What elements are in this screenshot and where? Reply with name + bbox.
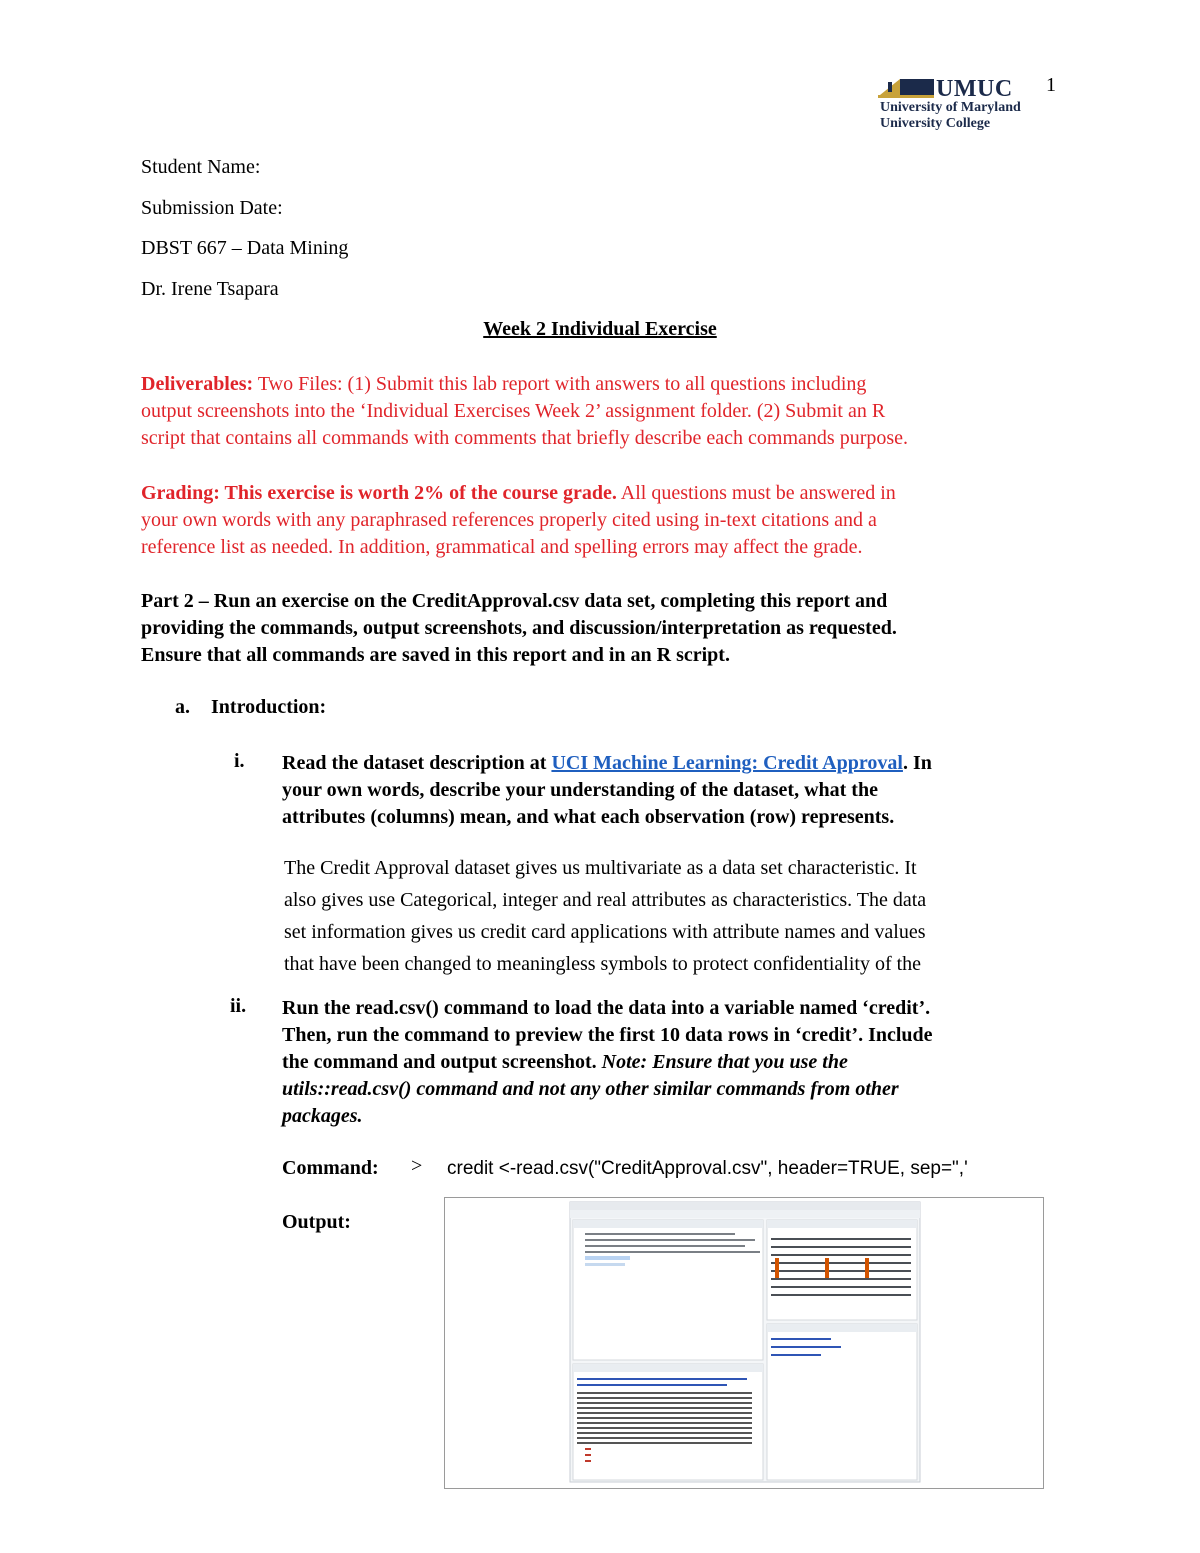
item-ii-line3: the command and output screenshot.	[282, 1051, 602, 1073]
deliverables-label: Deliverables:	[141, 373, 254, 395]
item-i-answer	[284, 852, 1064, 980]
item-ii-line2: Then, run the command to preview the first 10 data rows in ‘credit’. Include	[282, 1024, 933, 1046]
item-ii-line1: Run the read.csv() command to load the data into a variable named ‘credit’.	[282, 997, 931, 1019]
output-label: Output:	[282, 1211, 351, 1233]
logo-college-name: University College	[880, 116, 991, 131]
grading-paragraph	[141, 480, 1061, 561]
item-ii-note: Note: Ensure that you use the	[601, 1051, 848, 1073]
part2-line1: Part 2 – Run an exercise on the CreditApproval.csv data set, completing this report and	[141, 590, 888, 612]
item-ii-line5: packages.	[282, 1105, 363, 1127]
item-i-marker: i.	[234, 750, 245, 772]
logo-emblem-icon	[878, 76, 936, 100]
logo-university-name: University of Maryland	[880, 100, 1021, 115]
command-text: credit <-read.csv("CreditApproval.csv", header=TRUE, sep=",'	[447, 1158, 968, 1179]
part2-paragraph	[141, 588, 1061, 669]
item-ii-marker: ii.	[230, 995, 247, 1017]
logo-wordmark: UMUC	[936, 76, 1013, 102]
deliverables-paragraph	[141, 371, 1061, 452]
part2-line3: Ensure that all commands are saved in this report and in an R script.	[141, 644, 730, 666]
item-i-answer-line2: also gives use Categorical, integer and real attributes as characteristics. The data	[284, 889, 927, 911]
command-label: Command:	[282, 1157, 379, 1179]
output-screenshot	[444, 1197, 1044, 1489]
page-number: 1	[1046, 74, 1056, 96]
item-i-answer-line4: that have been changed to meaningless symbols to protect confidentiality of the	[284, 953, 922, 975]
item-i-line3: attributes (columns) mean, and what each observation (row) represents.	[282, 806, 895, 828]
grading-label: Grading: This exercise is worth 2% of the course grade.	[141, 482, 617, 504]
item-ii-question	[282, 995, 1062, 1130]
instructor-name: Dr. Irene Tsapara	[141, 278, 279, 300]
item-i-line1-post: . In	[902, 752, 932, 774]
grading-line2: your own words with any paraphrased references properly cited using in-text citations and a	[141, 509, 877, 531]
rstudio-screenshot-thumbnail	[445, 1198, 1043, 1488]
umuc-logo	[878, 76, 1028, 136]
grading-line3: reference list as needed. In addition, grammatical and spelling errors may affect the grade.	[141, 536, 863, 558]
item-i-answer-line1: The Credit Approval dataset gives us multivariate as a data set characteristic. It	[284, 857, 917, 879]
course-name: DBST 667 – Data Mining	[141, 237, 349, 259]
item-ii-line4: utils::read.csv() command and not any other similar commands from other	[282, 1078, 899, 1100]
section-a-marker: a.	[175, 696, 190, 718]
part2-line2: providing the commands, output screenshots, and discussion/interpretation as requested.	[141, 617, 897, 639]
submission-date-label: Submission Date:	[141, 197, 283, 219]
section-a-heading: Introduction:	[211, 696, 327, 718]
uci-credit-approval-link[interactable]: UCI Machine Learning: Credit Approval	[551, 752, 903, 774]
command-prompt: >	[411, 1155, 423, 1177]
item-i-line2: your own words, describe your understanding of the dataset, what the	[282, 779, 878, 801]
student-name-label: Student Name:	[141, 156, 261, 178]
item-i-line1-pre: Read the dataset description at	[282, 752, 552, 774]
deliverables-line2: output screenshots into the ‘Individual Exercises Week 2’ assignment folder. (2) Submit an R	[141, 400, 886, 422]
page-title: Week 2 Individual Exercise	[483, 318, 717, 340]
deliverables-line3: script that contains all commands with comments that briefly describe each commands purpose.	[141, 427, 909, 449]
item-i-question	[282, 750, 1062, 831]
item-i-answer-line3: set information gives us credit card applications with attribute names and values	[284, 921, 926, 943]
deliverables-line1: Two Files: (1) Submit this lab report with answers to all questions including	[253, 373, 867, 395]
grading-line1: All questions must be answered in	[616, 482, 896, 504]
